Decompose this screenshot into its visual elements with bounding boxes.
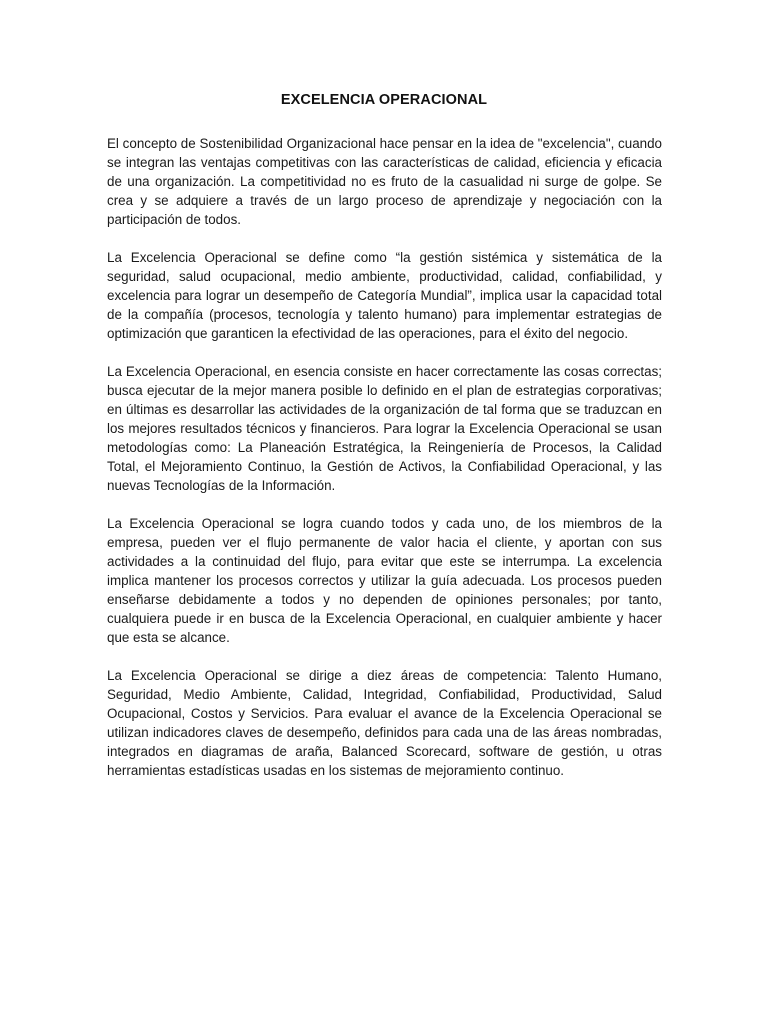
paragraph-1: El concepto de Sostenibilidad Organizacional hace pensar en la idea de "excelencia", cuando se integran las ventajas competitivas con las características de calidad, eficiencia y eficacia de una organización. La competitividad no es fruto de la casualidad ni surge de golpe. Se crea y se adquiere a través de un largo proceso de aprendizaje y negociación con la participación de todos. <box>107 136 662 227</box>
document-body <box>107 134 662 799</box>
document-title: EXCELENCIA OPERACIONAL <box>280 92 488 108</box>
paragraph-3: La Excelencia Operacional, en esencia consiste en hacer correctamente las cosas correctas; busca ejecutar de la mejor manera posible lo definido en el plan de estrategias corporativas; en últimas es desarrollar las actividades de la organización de tal forma que se traduzcan en los mejores resultados técnicos y financieros. Para lograr la Excelencia Operacional se usan metodologías como: La Planeación Estratégica, la Reingeniería de Procesos, la Calidad Total, el Mejoramiento Continuo, la Gestión de Activos, la Confiabilidad Operacional, y las nuevas Tecnologías de la Información. <box>107 364 662 493</box>
paragraph-4: La Excelencia Operacional se logra cuando todos y cada uno, de los miembros de la empresa, pueden ver el flujo permanente de valor hacia el cliente, y aportan con sus actividades a la continuidad del flujo, para evitar que este se interrumpa. La excelencia implica mantener los procesos correctos y utilizar la guía adecuada. Los procesos pueden enseñarse debidamente a todos y no dependen de opiniones personales; por tanto, cualquiera puede ir en busca de la Excelencia Operacional, en cualquier ambiente y hacer que esta se alcance. <box>107 516 662 645</box>
paragraph-5: La Excelencia Operacional se dirige a diez áreas de competencia: Talento Humano, Seguridad, Medio Ambiente, Calidad, Integridad, Confiabilidad, Productividad, Salud Ocupacional, Costos y Servicios. Para evaluar el avance de la Excelencia Operacional se utilizan indicadores claves de desempeño, definidos para cada una de las áreas nombradas, integrados en diagramas de araña, Balanced Scorecard, software de gestión, u otras herramientas estadísticas usadas en los sistemas de mejoramiento continuo. <box>107 668 662 778</box>
paragraph-2: La Excelencia Operacional se define como “la gestión sistémica y sistemática de la seguridad, salud ocupacional, medio ambiente, productividad, calidad, confiabilidad, y excelencia para lograr un desempeño de Categoría Mundial”, implica usar la capacidad total de la compañía (procesos, tecnología y talento humano) para implementar estrategias de optimización que garanticen la efectividad de las operaciones, para el éxito del negocio. <box>107 250 662 341</box>
